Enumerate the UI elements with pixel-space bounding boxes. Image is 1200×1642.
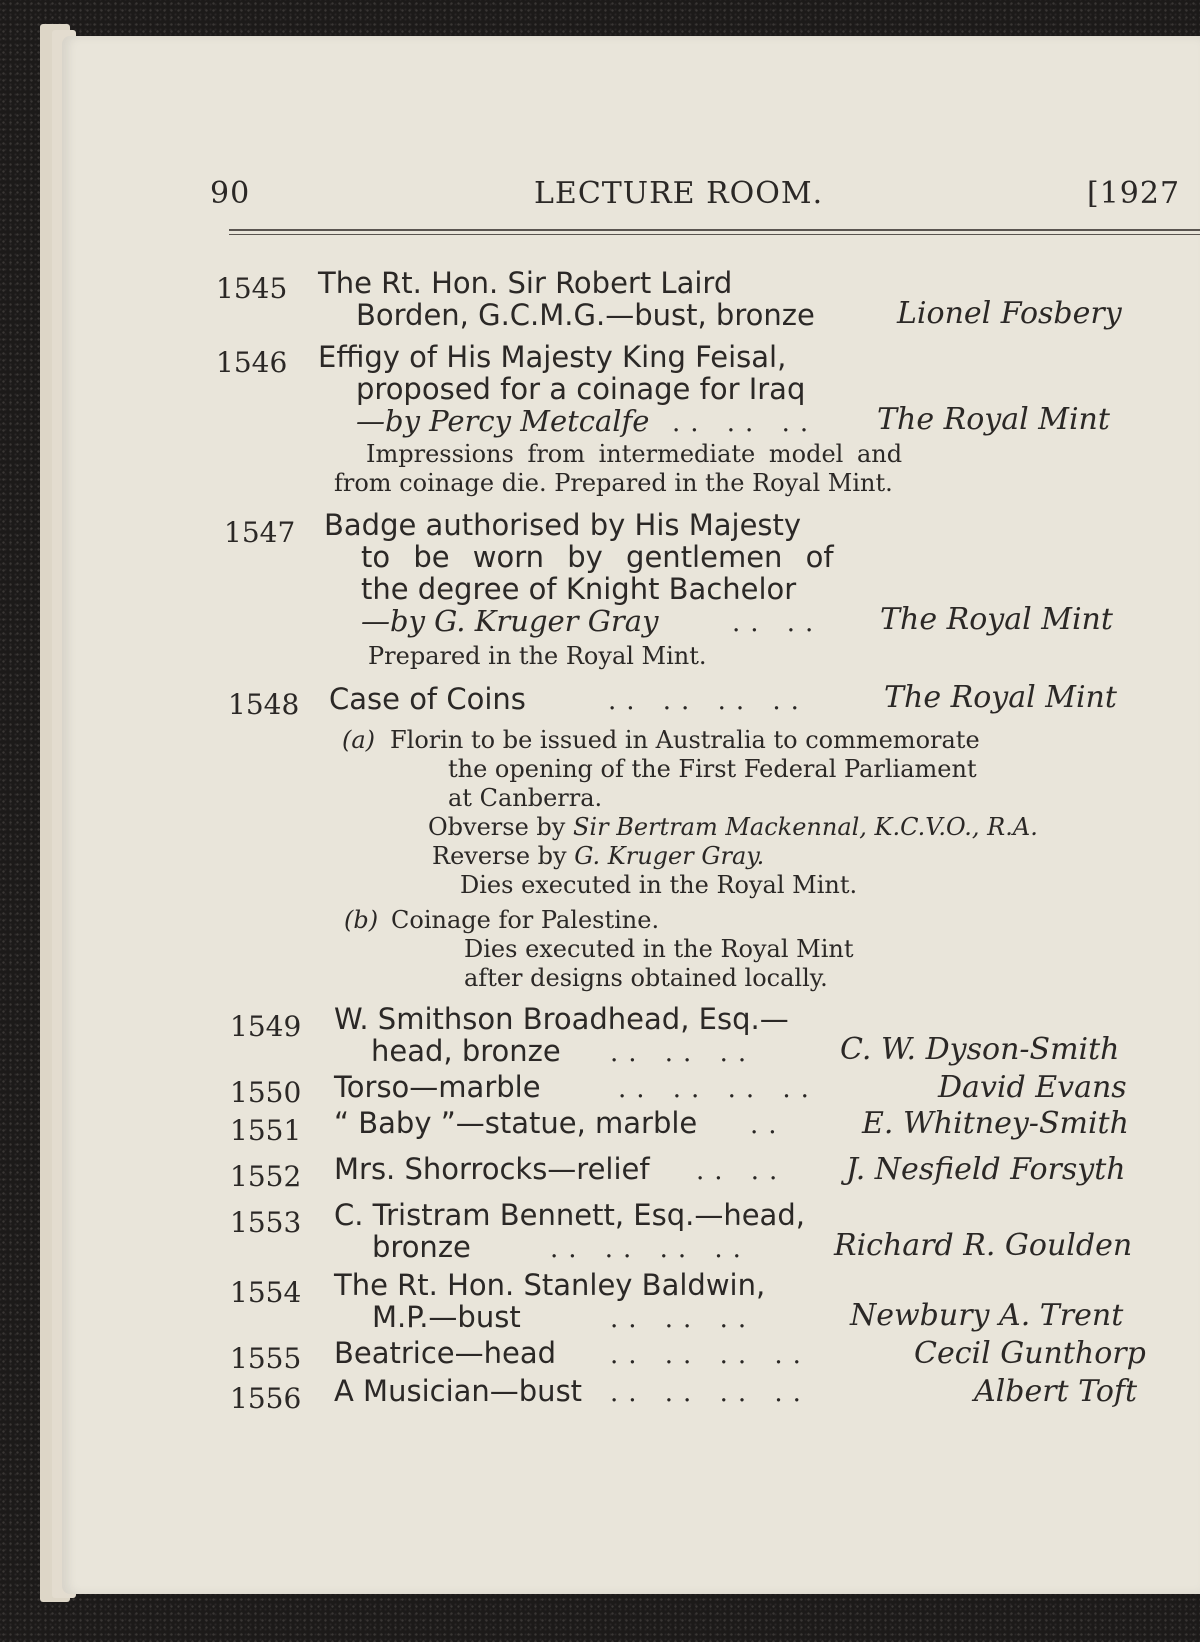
obverse-prefix: Obverse by [428, 813, 566, 841]
entry-number: 1547 [224, 516, 296, 549]
leader-dots: .. .. [696, 1156, 788, 1186]
entry-artist: E. Whitney-Smith [862, 1106, 1129, 1141]
reverse-artist: G. Kruger Gray. [574, 842, 765, 870]
entry-title-line: The Rt. Hon. Sir Robert Laird [318, 266, 733, 300]
entry-number: 1554 [230, 1276, 302, 1309]
reverse-prefix: Reverse by [432, 842, 567, 870]
entry-note: Prepared in the Royal Mint. [368, 642, 707, 670]
entry-note [432, 842, 764, 870]
entry-note: Impressions from intermediate model and [366, 440, 903, 468]
entry-artist: Lionel Fosbery [897, 296, 1122, 331]
entry-number: 1549 [230, 1010, 302, 1043]
entry-artist: Albert Toft [974, 1374, 1138, 1409]
entry-artist: Newbury A. Trent [850, 1298, 1124, 1333]
book-page [62, 36, 1200, 1594]
entry-note: Dies executed in the Royal Mint. [460, 871, 858, 899]
entry-title-line: C. Tristram Bennett, Esq.—head, [334, 1198, 805, 1232]
entry-note: at Canberra. [448, 784, 603, 812]
entry-title-line: the degree of Knight Bachelor [361, 572, 797, 606]
entry-number: 1548 [228, 688, 300, 721]
byline-text: —by G. Kruger Gray [361, 604, 659, 638]
entry-artist: The Royal Mint [880, 602, 1113, 637]
entry-note: the opening of the First Federal Parliament [448, 755, 977, 783]
entry-artist: David Evans [938, 1070, 1127, 1105]
leader-dots: .. .. .. .. [610, 1340, 811, 1370]
entry-byline [356, 404, 649, 438]
entry-title-line: to be worn by gentlemen of [361, 540, 834, 574]
entry-artist: The Royal Mint [884, 680, 1117, 715]
entry-title-line: Torso—marble [334, 1070, 541, 1104]
leader-dots: .. .. .. [610, 1304, 757, 1334]
header-rule-thin [229, 234, 1200, 235]
sub-label: (a) [342, 726, 376, 754]
leader-dots: .. .. .. .. [608, 686, 809, 716]
entry-number: 1553 [230, 1206, 302, 1239]
leader-dots: .. .. .. [672, 408, 819, 438]
byline-text: —by Percy Metcalfe [356, 404, 650, 438]
entry-number: 1545 [216, 272, 288, 305]
entry-number: 1555 [230, 1342, 302, 1375]
entry-title-line: Case of Coins [329, 682, 526, 716]
leader-dots: .. .. .. .. [550, 1234, 751, 1264]
entry-title-line: head, bronze [371, 1034, 561, 1068]
entry-title-line: W. Smithson Broadhead, Esq.— [334, 1002, 789, 1036]
header-year: [1927 [1087, 176, 1181, 211]
entry-number: 1551 [230, 1114, 302, 1147]
entry-title-line: proposed for a coinage for Iraq [356, 372, 806, 406]
obverse-artist: Sir Bertram Mackennal, K.C.V.O., R.A. [572, 813, 1038, 841]
entry-number: 1556 [230, 1382, 302, 1415]
sub-label: (b) [344, 906, 379, 934]
entry-number: 1546 [216, 346, 288, 379]
running-title: LECTURE ROOM. [534, 176, 824, 211]
entry-artist: The Royal Mint [877, 402, 1110, 437]
entry-note: Florin to be issued in Australia to commemorate [390, 726, 980, 754]
entry-title-line: M.P.—bust [372, 1300, 521, 1334]
entry-number: 1550 [230, 1076, 302, 1109]
entry-title-line: Effigy of His Majesty King Feisal, [318, 340, 787, 374]
leader-dots: .. .. .. [610, 1038, 757, 1068]
entry-byline [361, 604, 658, 638]
entry-title-line: “ Baby ”—statue, marble [334, 1106, 698, 1140]
leader-dots: .. .. .. .. [618, 1074, 819, 1104]
entry-title-line: The Rt. Hon. Stanley Baldwin, [334, 1268, 766, 1302]
entry-title-line: Badge authorised by His Majesty [324, 508, 802, 542]
entry-title-line: A Musician—bust [334, 1374, 583, 1408]
entry-note [428, 813, 1038, 841]
entry-title-line: Borden, G.C.M.G.—bust, bronze [356, 298, 815, 332]
entry-note: after designs obtained locally. [464, 964, 828, 992]
entry-title-line: Beatrice—head [334, 1336, 557, 1370]
leader-dots: .. [750, 1110, 787, 1140]
entry-artist: Cecil Gunthorp [914, 1336, 1146, 1371]
leader-dots: .. .. .. .. [610, 1378, 811, 1408]
entry-artist: C. W. Dyson-Smith [840, 1032, 1120, 1067]
header-rule [229, 229, 1200, 231]
page-number: 90 [210, 176, 251, 211]
entry-title-line: Mrs. Shorrocks—relief [334, 1152, 650, 1186]
entry-number: 1552 [230, 1160, 302, 1193]
entry-note: Dies executed in the Royal Mint [464, 935, 854, 963]
entry-artist: J. Nesfield Forsyth [846, 1152, 1126, 1187]
leader-dots: .. .. [732, 608, 824, 638]
entry-artist: Richard R. Goulden [834, 1228, 1133, 1263]
entry-note: Coinage for Palestine. [391, 906, 660, 934]
entry-note: from coinage die. Prepared in the Royal Mint. [334, 469, 893, 497]
entry-title-line: bronze [372, 1230, 471, 1264]
